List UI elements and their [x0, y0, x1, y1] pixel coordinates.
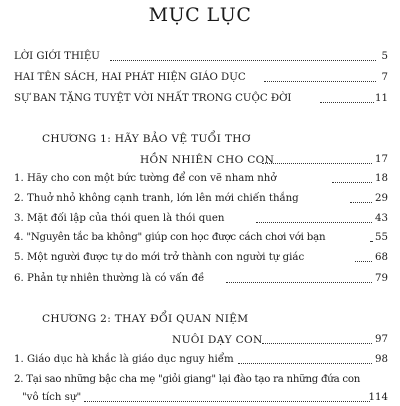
toc-entry[interactable]: [0, 191, 400, 207]
chapter-heading-line1: CHƯƠNG 2: THAY ĐỔI QUAN NIỆM: [42, 313, 249, 325]
toc-entry[interactable]: [0, 211, 400, 227]
dot-leader: [370, 241, 372, 242]
dot-leader: [320, 102, 374, 103]
toc-entry-page: 68: [375, 252, 388, 263]
toc-entry-label: 5. Một người được tự do mới trở thành con người tự giác: [14, 252, 305, 263]
toc-entry[interactable]: [0, 171, 400, 187]
dot-leader: [238, 363, 372, 364]
toc-entry-page: 114: [368, 392, 388, 403]
dot-leader: [110, 60, 376, 61]
chapter-2-heading-continued[interactable]: [0, 332, 400, 348]
toc-entry[interactable]: [0, 352, 400, 368]
toc-entry-label: 2. Thuở nhỏ không cạnh tranh, lớn lên mới chiến thắng: [14, 193, 299, 204]
chapter-2-heading[interactable]: [0, 311, 400, 327]
toc-entry-label: LỜI GIỚI THIỆU: [14, 51, 100, 62]
toc-entry-label: HAI TÊN SÁCH, HAI PHÁT HIỆN GIÁO DỤC: [14, 72, 246, 83]
dot-leader: [262, 163, 372, 164]
toc-entry[interactable]: [0, 230, 400, 246]
toc-entry-label: 1. Giáo dục hà khắc là giáo dục nguy hiểm: [14, 354, 234, 365]
toc-entry-two-books[interactable]: [0, 70, 400, 86]
chapter-heading-line1: CHƯƠNG 1: HÃY BẢO VỆ TUỔI THƠ: [42, 133, 251, 145]
chapter-heading-page: 17: [375, 154, 388, 165]
toc-entry-continued[interactable]: [0, 390, 400, 406]
toc-entry-page: 5: [381, 51, 388, 62]
chapter-heading-line2: NUÔI DẠY CON: [172, 334, 263, 346]
dot-leader: [355, 261, 372, 262]
dot-leader: [226, 282, 372, 283]
toc-entry-label: 4. "Nguyên tắc ba không" giúp con học được cách chơi với bạn: [14, 232, 326, 243]
toc-entry-page: 98: [375, 354, 388, 365]
toc-entry[interactable]: [0, 250, 400, 266]
toc-entry-label: SỰ BAN TẶNG TUYỆT VỜI NHẤT TRONG CUỘC ĐỜI: [14, 93, 292, 104]
toc-entry-label: 3. Mặt đối lập của thói quen là thói quen: [14, 213, 225, 224]
chapter-heading-line2: HỒN NHIÊN CHO CON: [140, 154, 275, 166]
toc-entry-introduction[interactable]: [0, 49, 400, 65]
toc-entry-label-line2: "vô tích sự": [22, 392, 82, 403]
chapter-1-heading[interactable]: [0, 131, 400, 147]
toc-entry[interactable]: [0, 372, 400, 388]
dot-leader: [262, 343, 372, 344]
toc-entry[interactable]: [0, 271, 400, 287]
toc-entry-page: 11: [375, 93, 388, 104]
dot-leader: [332, 182, 372, 183]
dot-leader: [84, 401, 370, 402]
chapter-heading-page: 97: [375, 334, 388, 345]
dot-leader: [264, 81, 376, 82]
dot-leader: [256, 222, 372, 223]
toc-entry-label: 2. Tại sao những bậc cha mẹ "giỏi giang" lại đào tạo ra những đứa con: [14, 374, 361, 385]
toc-entry-page: 29: [375, 193, 388, 204]
toc-entry-page: 18: [375, 173, 388, 184]
toc-entry-label: 1. Hãy cho con một bức tường để con vẽ nham nhở: [14, 173, 277, 184]
chapter-1-heading-continued[interactable]: [0, 152, 400, 168]
dot-leader: [350, 202, 372, 203]
toc-entry-page: 7: [381, 72, 388, 83]
toc-entry-page: 79: [375, 273, 388, 284]
toc-entry-page: 43: [375, 213, 388, 224]
toc-title: MỤC LỤC: [148, 4, 252, 26]
toc-entry-page: 55: [375, 232, 388, 243]
toc-entry-greatest-gift[interactable]: [0, 91, 400, 107]
toc-entry-label: 6. Phản tự nhiên thường là có vấn đề: [14, 273, 205, 284]
